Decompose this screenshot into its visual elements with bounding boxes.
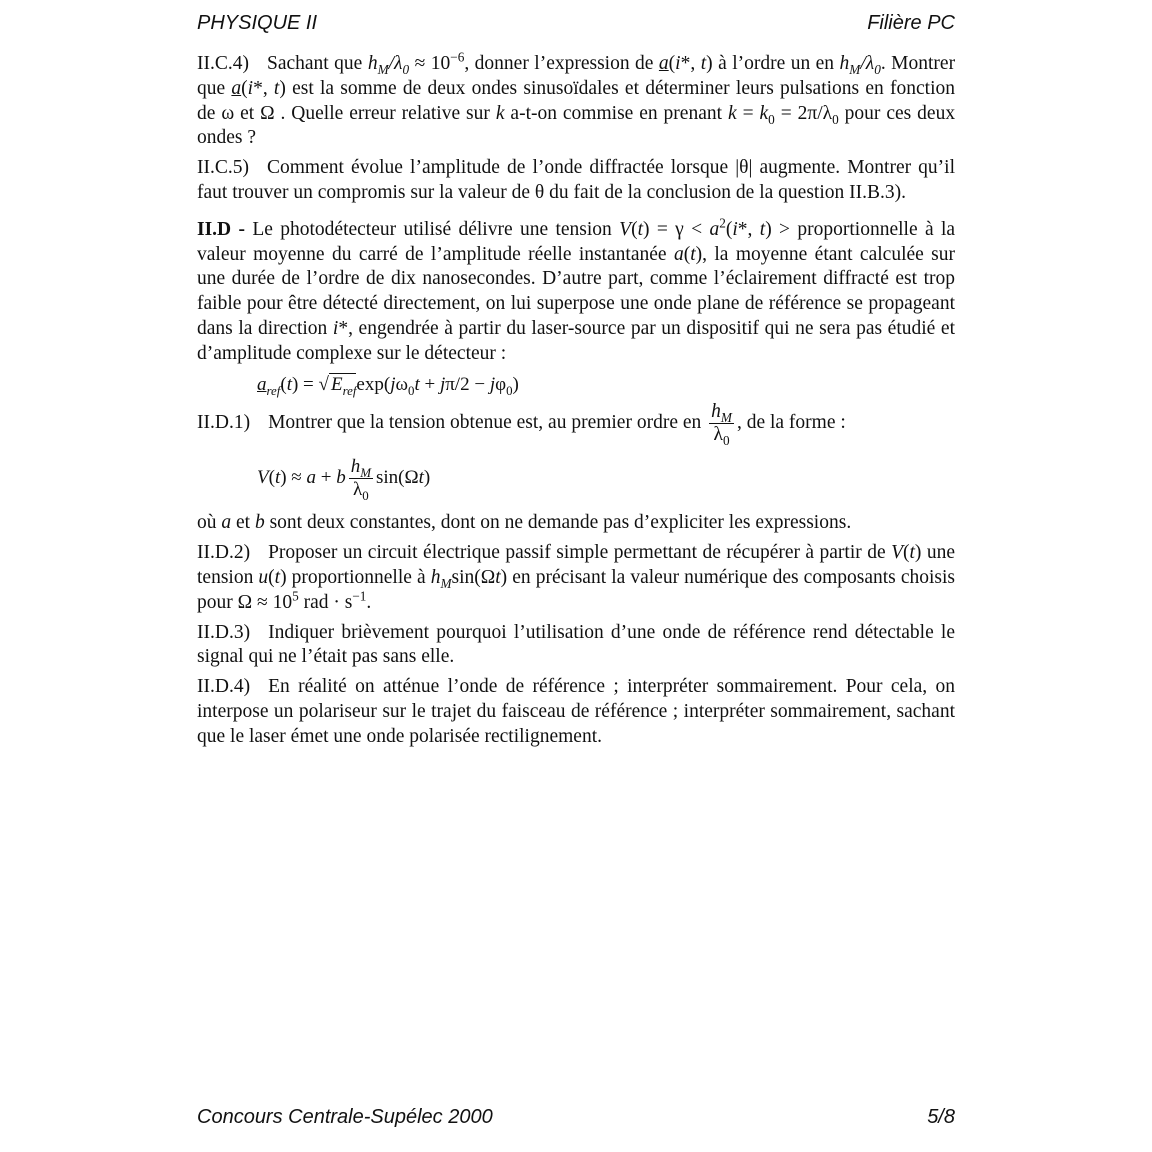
question-c4: II.C.4) Sachant que $h_M/\lambda_0 \approx 10^{-6}$, donner l’expression de a(i*, t) à l’ordre un en $h_M/\lambda_0$. Montrer que a(i*, t) est la somme de deux ondes sinusoïdales et déterminer leurs pulsations en fonction de ω et Ω . Quelle erreur relative sur k a-t-on commise en prenant $k = k_0 = 2\pi/\lambda_0$ pour ces deux ondes ? (197, 49, 956, 149)
question-d3: II.D.3) Indiquer brièvement pourquoi l’utilisation d’une onde de référence rend détectable le signal qui ne l’était pas sans elle. (197, 621, 955, 668)
question-number: II.C.5) (197, 157, 249, 179)
math-ratio: $h_M/\lambda_0$ (367, 53, 410, 77)
question-d1: II.D.1) Montrer que la tension obtenue est, au premier ordre en $\frac{h_M}{\lambda_0}$ , de la forme : (197, 401, 846, 449)
math-fraction: $\frac{h_M}{\lambda_0}$ (711, 401, 732, 449)
math-k-expression: $k = k_0 = 2\pi/\lambda_0$ (727, 102, 839, 127)
math-amplitude: a(i*, t) (658, 53, 713, 74)
math-voltage-def: $V(t) = \gamma < a^2(i*$, t) > (619, 215, 791, 240)
math-omega-value: $\Omega \approx 10^5$ rad · $s^{-1}$ (237, 588, 367, 613)
section-label: II.D - (197, 218, 245, 240)
header-track: Filière PC (867, 12, 955, 34)
header-subject: PHYSIQUE II (197, 12, 318, 34)
page-body (197, 49, 956, 755)
question-c5: II.C.5) Comment évolue l’amplitude de l’onde diffractée lorsque |θ| augmente. Montrer qu’il faut trouver un compromis sur la valeur de θ du fait de la conclusion de la question II.B.3). (197, 157, 955, 203)
question-d2: II.D.2) Proposer un circuit électrique passif simple permettant de récupérer à partir de V(t) une tension u(t) proportionnelle à $h_M\sin(\Omega t)$ en précisant la valeur numérique des composants choisis pour $\Omega \approx 10^5$ rad · $s^{-1}$. (197, 542, 956, 613)
question-number: II.D.2) (197, 542, 251, 564)
section-d-intro: II.D - Le photodétecteur utilisé délivre une tension $V(t) = \gamma < a^2(i*$, t) > proportionnelle à la valeur moyenne du carré de l’amplitude réelle instantanée a(t), la moyenne étant calculée sur une durée de l’ordre de dix nanosecondes. D’autre part, comme l’éclairement diffracté est trop faible pour être détecté directement, on lui superpose une onde plane de référence se propageant dans la direction i*, engendrée à partir du laser-source par un dispositif qui ne sera pas étudié et d’amplitude complexe sur le détecteur : (197, 215, 956, 364)
question-number: II.D.3) (197, 621, 251, 643)
footer-page-number: 5/8 (927, 1106, 955, 1128)
equation-voltage-approx: V(t) ≈ a + b $\frac{h_M}{\lambda_0}$ sin(Ωt) (257, 456, 431, 504)
question-number: II.D.4) (197, 676, 251, 698)
equation-reference-wave: $a_{ref}(t)$ = √ $E_{ref}\exp(j\omega_0t + j\pi/2 - j\varphi_0)$ (257, 373, 519, 398)
question-d1-continuation: où a et b sont deux constantes, dont on ne demande pas d’expliciter les expressions. (197, 512, 852, 534)
question-d4: II.D.4) En réalité on atténue l’onde de référence ; interpréter sommairement. Pour cela, on interpose un polariseur sur le trajet du faisceau de référence ; interpréter sommairement, sachant que le laser émet une onde polarisée rectilignement. (197, 676, 955, 747)
question-number: II.D.1) (197, 412, 251, 434)
footer-contest: Concours Centrale-Supélec 2000 (197, 1106, 493, 1128)
question-number: II.C.4) (197, 53, 249, 74)
